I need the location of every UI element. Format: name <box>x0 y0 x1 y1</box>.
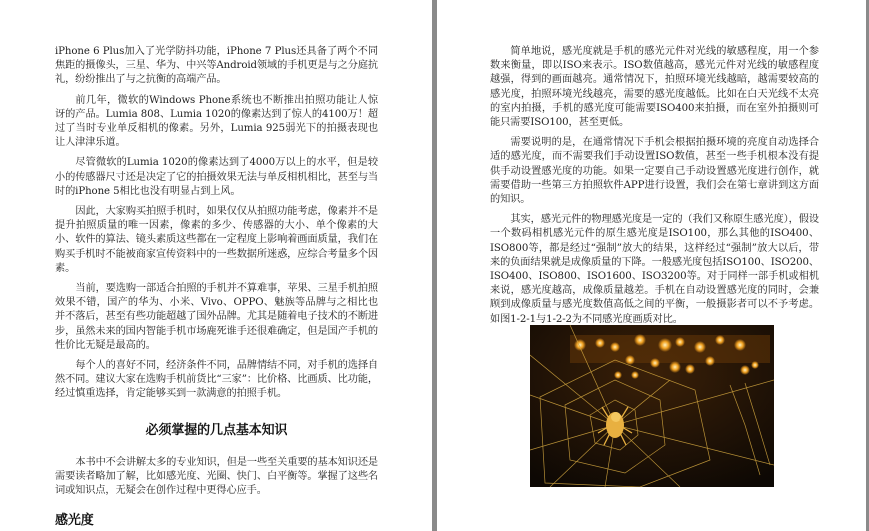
paragraph: 尽管微软的Lumia 1020的像素达到了4000万以上的水平，但是较小的传感器尺寸还是决定了它的拍摄效果无法与单反相机相比，甚至与当时的iPhone 5相比也没有明显占到上风。 <box>55 157 378 197</box>
paragraph: 需要说明的是，在通常情况下手机会根据拍摄环境的亮度自动选择合适的感光度，而不需要我们手动设置ISO数值，甚至一些手机根本没有提供手动设置感光度的功能。如果一定要自己手动设置感光度进行创作，就需要借助一些第三方拍照软件APP进行设置，我们会在第七章讲到这方面的知识。 <box>490 137 819 206</box>
section-heading: 必须掌握的几点基本知识 <box>145 422 288 438</box>
paragraph: 前几年，微软的Windows Phone系统也不断推出拍照功能让人惊讶的产品。Lumia 808、Lumia 1020的像素达到了惊人的4100万！超过了当时专业单反相机的像素。另外，Lumia 925弱光下的拍摄表现也让人津津乐道。 <box>55 94 378 149</box>
paragraph: iPhone 6 Plus加入了光学防抖功能，iPhone 7 Plus还具备了两个不同焦距的摄像头，三星、华为、中兴等Android领域的手机更是与之分庭抗礼，纷纷推出了与之抗衡的高端产品。 <box>55 46 378 86</box>
figure-photo <box>530 325 774 487</box>
paragraph: 其实，感光元件的物理感光度是一定的（我们又称原生感光度），假设一个数码相机感光元件的原生感光度是ISO100，那么其他的ISO400、ISO800等，都是经过“强制”放大的结果，这样经过“强制”放大以后，带来的负面结果就是成像质量的下降。一般感光度包括ISO100、ISO200、ISO400、ISO800、ISO1600、ISO3200等。对于同样一部手机或相机来说，感光度越高，成像质量越差。手机在自动设置感光度的同时，会兼顾到成像质量与感光度数值高低之间的平衡，一般摄影者可以不予考虑。如图1-2-1与1-2-2为不同感光度画质对比。 <box>490 214 819 325</box>
paragraph: 当前，要选购一部适合拍照的手机并不算难事，苹果、三星手机拍照效果不错，国产的华为、小米、Vivo、OPPO、魅族等品牌与之相比也并不落后，甚至有些功能超越了国外品牌。尤其是随着电子技术的不断进步，虽然未来的国内智能手机市场鹿死谁手还很难确定，但是国产手机的性价比无疑是最高的。 <box>55 283 379 351</box>
paragraph: 每个人的喜好不同，经济条件不同，品牌情结不同，对手机的选择自然不同。建议大家在选购手机前货比“三家”：比价格、比画质、比功能，经过慎重选择，肯定能够买到一款满意的拍照手机。 <box>55 360 379 400</box>
left-page-text <box>55 45 378 529</box>
paragraph: 本书中不会讲解太多的专业知识，但是一些至关重要的基本知识还是需要读者略加了解，比如感光度、光圈、快门、白平衡等。掌握了这些名词或知识点，无疑会在创作过程中更得心应手。 <box>55 456 379 497</box>
right-page-text <box>490 45 819 333</box>
spider-web-photo-icon <box>530 325 774 487</box>
paragraph: 简单地说，感光度就是手机的感光元件对光线的敏感程度，用一个参数来衡量，即以ISO来表示。ISO数值越高，感光元件对光线的敏感程度越强，得到的画面越亮。通常情况下，拍照环境光线越暗，越需要较高的感光度，拍照环境光线越亮，需要的感光度越低。比如在白天光线不太亮的室内拍摄，手机的感光度可能需要ISO400来拍摄，而在室外拍摄则可能只需要ISO100，甚至更低。 <box>490 46 819 129</box>
left-page <box>0 0 432 531</box>
sub-heading: 感光度 <box>55 513 94 529</box>
paragraph: 因此，大家购买拍照手机时，如果仅仅从拍照功能考虑，像素并不是提升拍照质量的唯一因素，像素的多少、传感器的大小、单个像素的大小、软件的算法、镜头素质这些都在一定程度上影响着画面质量，我们在购买手机时不能被商家宣传资料中的一些数据所迷惑，应综合考量多个因素。 <box>55 206 379 274</box>
